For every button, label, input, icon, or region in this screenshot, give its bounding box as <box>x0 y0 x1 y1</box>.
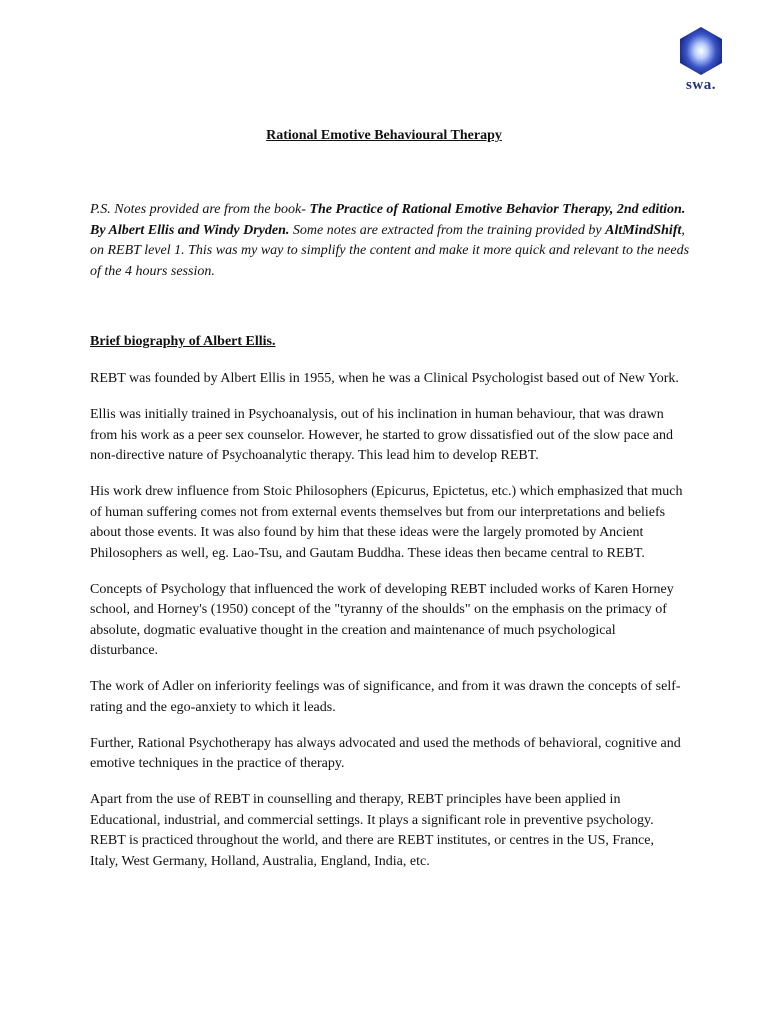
biography-body <box>90 369 685 888</box>
paragraph: Concepts of Psychology that influenced the work of developing REBT included works of Karen Horney school, and Horney's (1950) concept of the "tyranny of the shoulds" on the emphasis on the primacy of absolute, dogmatic evaluative thought in the creation and maintenance of much psychological disturbance. <box>90 581 674 658</box>
paragraph: REBT was founded by Albert Ellis in 1955, when he was a Clinical Psychologist based out of New York. <box>90 371 679 386</box>
logo-text: swa. <box>686 77 716 93</box>
source-note <box>90 200 690 282</box>
note-organization: AltMindShift <box>605 222 682 238</box>
section-heading: Brief biography of Albert Ellis. <box>90 334 276 349</box>
document-title: Rational Emotive Behavioural Therapy <box>266 128 502 143</box>
note-prefix: P.S. Notes provided are from the book- <box>90 202 310 217</box>
paragraph: Further, Rational Psychotherapy has always advocated and used the methods of behavioral, cognitive and emotive techniques in the practice of therapy. <box>90 735 681 771</box>
note-middle: Some notes are extracted from the training provided by <box>289 222 606 238</box>
swa-logo <box>676 26 726 96</box>
note-suffix: , on REBT level 1. This was my way to simplify the content and make it more quick and relevant to the needs of the 4 hours session. <box>90 222 690 279</box>
paragraph: The work of Adler on inferiority feelings was of significance, and from it was drawn the concepts of self-rating and the ego-anxiety to which it leads. <box>90 679 681 715</box>
logo-hexagon-icon <box>676 26 726 76</box>
paragraph: Apart from the use of REBT in counselling and therapy, REBT principles have been applied in Educational, industrial, and commercial settings. It plays a significant role in preventive psychology. REBT is practiced throughout the world, and there are REBT institutes, or centres in the US, France, Italy, West Germany, Holland, Australia, England, India, etc. <box>90 792 655 869</box>
paragraph: Ellis was initially trained in Psychoanalysis, out of his inclination in human behaviour, that was drawn from his work as a peer sex counselor. However, he started to grow dissatisfied out of the slow pace and non-directive nature of Psychoanalytic therapy. This lead him to develop REBT. <box>90 407 674 463</box>
note-book-title: The Practice of Rational Emotive Behavior Therapy, 2nd edition. By Albert Ellis and Windy Dryden. <box>90 202 686 238</box>
paragraph: His work drew influence from Stoic Philosophers (Epicurus, Epictetus, etc.) which emphasized that much of human suffering comes not from external events themselves but from our interpretations and beliefs about those events. It was also found by him that these ideas were the largely promoted by Ancient Philosophers as well, eg. Lao-Tsu, and Gautam Buddha. These ideas then became central to REBT. <box>90 484 683 561</box>
